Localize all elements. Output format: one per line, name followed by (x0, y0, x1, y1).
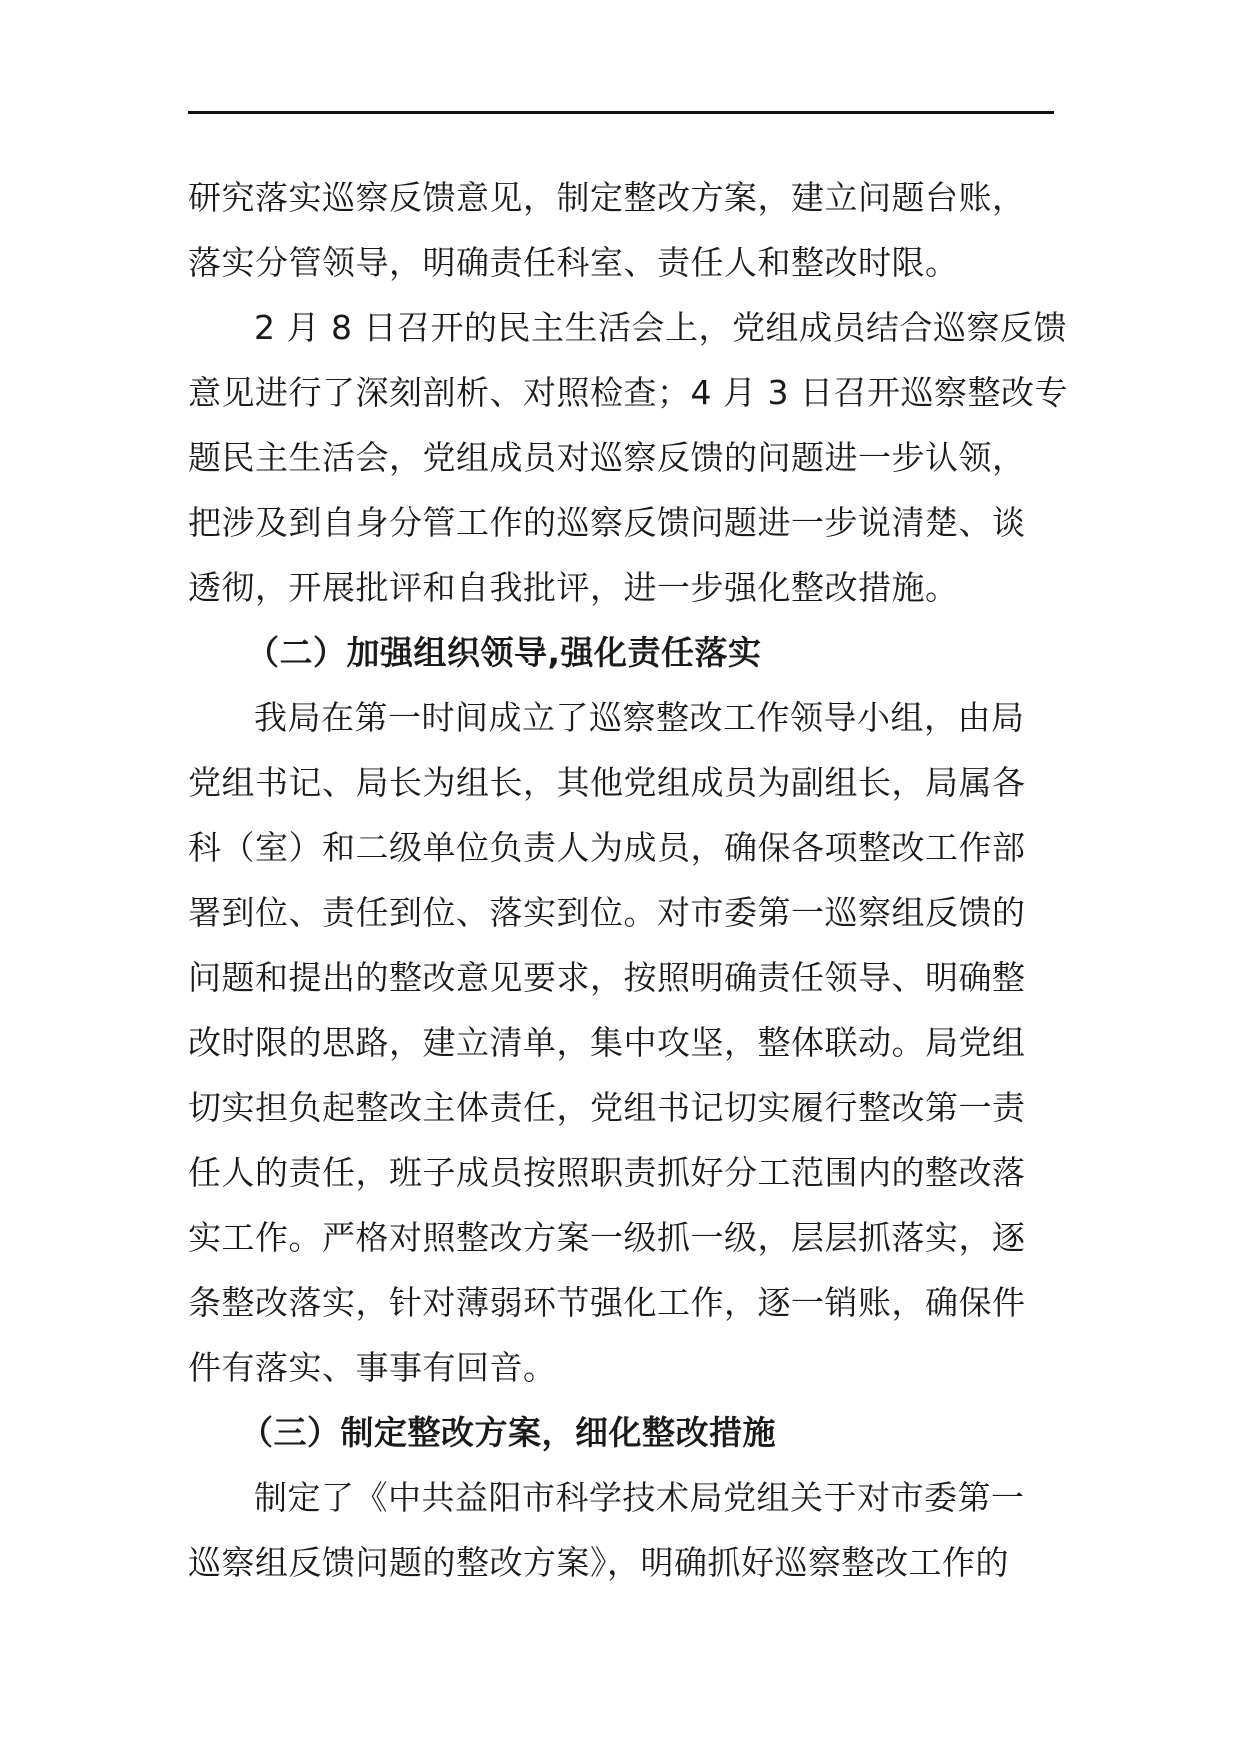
body-text-line: 研究落实巡察反馈意见，制定整改方案，建立问题台账， (188, 178, 1026, 217)
body-text-line: 任人的责任，班子成员按照职责抓好分工范围内的整改落 (188, 1153, 1026, 1192)
header-rule (188, 111, 1054, 114)
body-text-line: 透彻，开展批评和自我批评，进一步强化整改措施。 (188, 568, 959, 607)
body-text-line: 科（室）和二级单位负责人为成员，确保各项整改工作部 (188, 828, 1026, 867)
body-text-line: 署到位、责任到位、落实到位。对市委第一巡察组反馈的 (188, 893, 1026, 932)
body-text-line: 党组书记、局长为组长，其他党组成员为副组长，局属各 (188, 763, 1026, 802)
body-text-line: 实工作。严格对照整改方案一级抓一级，层层抓落实，逐 (188, 1218, 1026, 1257)
body-text-line: 意见进行了深刻剖析、对照检查；4 月 3 日召开巡察整改专 (188, 373, 1068, 412)
body-text-line: 题民主生活会，党组成员对巡察反馈的问题进一步认领， (188, 438, 1026, 477)
section-heading-3: （三）制定整改方案，细化整改措施 (240, 1413, 776, 1452)
body-text-line: 条整改落实，针对薄弱环节强化工作，逐一销账，确保件 (188, 1283, 1026, 1322)
body-text-line: 件有落实、事事有回音。 (188, 1348, 557, 1387)
body-text-line: 巡察组反馈问题的整改方案》，明确抓好巡察整改工作的 (188, 1543, 1009, 1582)
body-text-line: 改时限的思路，建立清单，集中攻坚，整体联动。局党组 (188, 1023, 1026, 1062)
body-text-line: 落实分管领导，明确责任科室、责任人和整改时限。 (188, 243, 959, 282)
paragraph-start-line: 2 月 8 日召开的民主生活会上，党组成员结合巡察反馈 (254, 308, 1067, 347)
body-text-line: 问题和提出的整改意见要求，按照明确责任领导、明确整 (188, 958, 1026, 997)
body-text-line: 切实担负起整改主体责任，党组书记切实履行整改第一责 (188, 1088, 1026, 1127)
paragraph-start-line: 我局在第一时间成立了巡察整改工作领导小组，由局 (254, 698, 1025, 737)
body-text-line: 把涉及到自身分管工作的巡察反馈问题进一步说清楚、谈 (188, 503, 1026, 542)
section-heading-2: （二）加强组织领导,强化责任落实 (246, 633, 762, 672)
paragraph-start-line: 制定了《中共益阳市科学技术局党组关于对市委第一 (254, 1478, 1025, 1517)
